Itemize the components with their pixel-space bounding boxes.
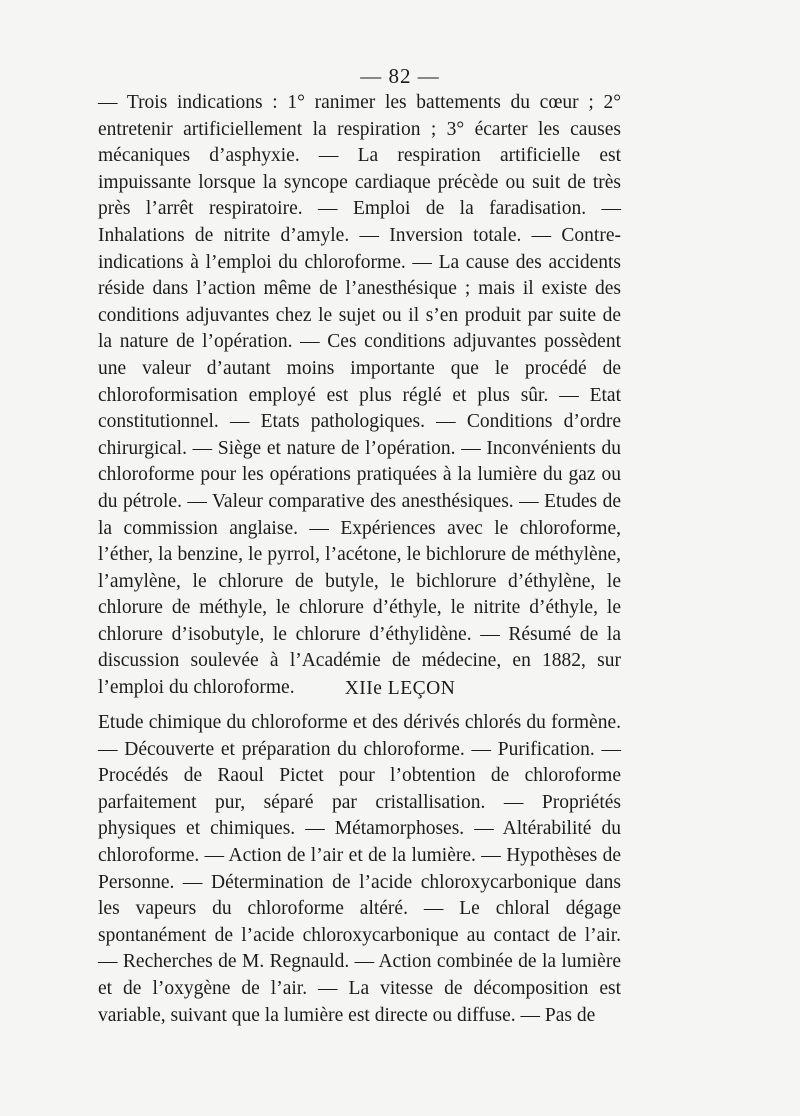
section-summary-paragraph: Etude chimique du chloroforme et des dérivés chlorés du formène. — Découverte et préparation du chloroforme. — Purification. — Procédés de Raoul Pictet pour l’obtention de chloroforme parfaitement pur, séparé par cristallisation. — Propriétés physiques et chimiques. — Métamorphoses. — Altérabilité du chloroforme. — Action de l’air et de la lumière. — Hypothèses de Personne. — Détermination de l’acide chloroxycarbonique dans les vapeurs du chloroforme altéré. — Le chloral dégage spontanément de l’acide chloroxycarbonique au contact de l’air. — Recherches de M. Regnauld. — Action combinée de la lumière et de l’oxygène de l’air. — La vitesse de décomposition est variable, suivant que la lumière est directe ou diffuse. — Pas de — [98, 712, 621, 1026]
summary-paragraph: — Trois indications : 1° ranimer les battements du cœur ; 2° entretenir artificiellement la respiration ; 3° écarter les causes mécaniques d’asphyxie. — La respiration artificielle est impuissante lorsque la syncope cardiaque précède ou suit de très près l’arrêt respiratoire. — Emploi de la faradisation. — Inhalations de nitrite d’amyle. — Inversion totale. — Contre-indications à l’emploi du chloroforme. — La cause des accidents réside dans l’action même de l’anesthésique ; mais il existe des conditions adjuvantes chez le sujet ou il s’en produit par suite de la nature de l’opération. — Ces conditions adjuvantes possèdent une valeur d’autant moins importante que le procédé de chloroformisation employé est plus réglé et plus sûr. — Etat constitutionnel. — Etats pathologiques. — Conditions d’ordre chirurgical. — Siège et nature de l’opération. — Inconvénients du chloroforme pour les opérations pratiquées à la lumière du gaz ou du pétrole. — Valeur comparative des anesthésiques. — Etudes de la commission anglaise. — Expériences avec le chloroforme, l’éther, la benzine, le pyrrol, l’acétone, le bichlorure de méthylène, l’amylène, le chlorure de butyle, le bichlorure d’éthylène, le chlorure de méthyle, le chlorure d’éthyle, le nitrite d’éthyle, le chlorure d’isobutyle, le chlorure d’éthylidène. — Résumé de la discussion soulevée à l’Académie de médecine, en 1882, sur l’emploi du chloroforme. — [98, 92, 621, 699]
page-number: — 82 — — [360, 64, 440, 88]
section-heading: XIIe LEÇON — [344, 678, 456, 699]
